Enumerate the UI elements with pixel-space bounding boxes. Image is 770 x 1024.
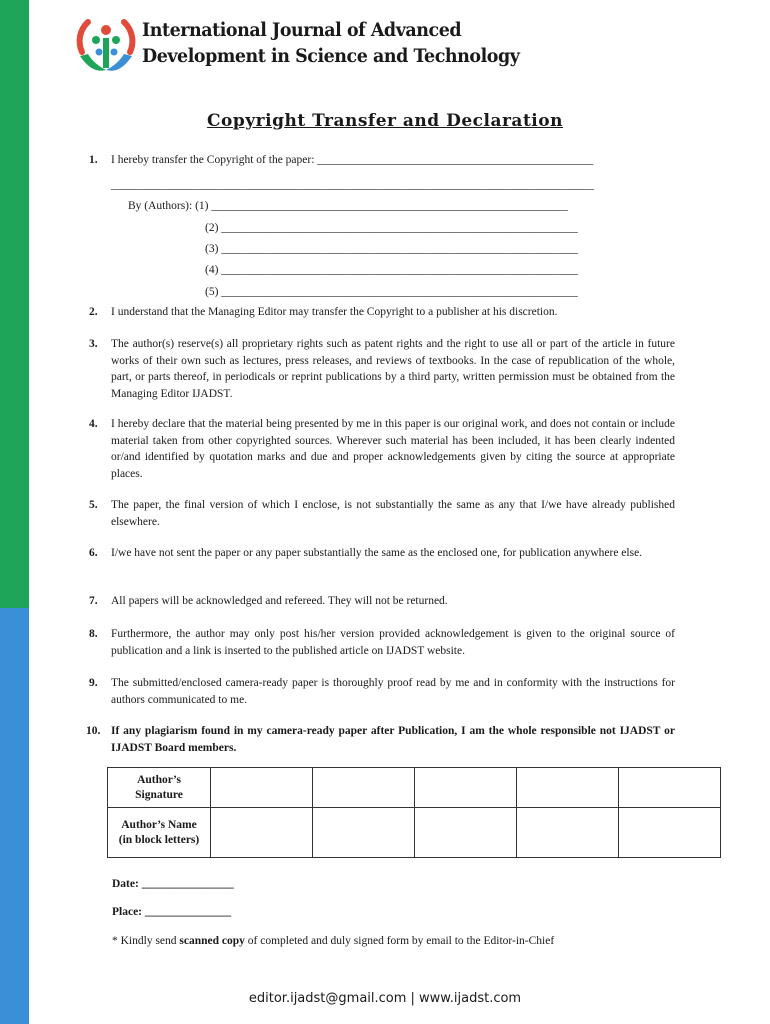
item-text: Furthermore, the author may only post his/her version provided acknowledgement is given to the original source of publication and a link is inserted to the published article on IJADST website. — [111, 628, 675, 657]
author-line-4: (4) ______________________________________________________________ — [205, 264, 578, 276]
signature-cell[interactable] — [415, 768, 517, 808]
item-number: 9. — [89, 677, 98, 689]
signature-cell[interactable] — [313, 768, 415, 808]
name-cell[interactable] — [517, 808, 619, 858]
item-text: I understand that the Managing Editor may transfer the Copyright to a publisher at his discretion. — [111, 306, 558, 318]
name-row-label: Author’s Name (in block letters) — [108, 808, 211, 858]
name-cell[interactable] — [619, 808, 721, 858]
author-line-3: (3) ______________________________________________________________ — [205, 243, 578, 255]
item-text: I hereby declare that the material being presented by me in this paper is our original work, and does not contain or include material taken from other copyrighted sources. Wherever such material has been included, it has been clearly indented or/and identified by quotation marks and due and proper acknowledgements given by citing the source at appropriate places. — [111, 418, 675, 480]
journal-name-line1: International Journal of Advanced — [142, 19, 462, 41]
name-cell[interactable] — [415, 808, 517, 858]
item-number: 1. — [89, 154, 98, 166]
item-number: 4. — [89, 418, 98, 430]
item-number: 5. — [89, 499, 98, 511]
item-text: I/we have not sent the paper or any paper substantially the same as the enclosed one, for publication anywhere else. — [111, 547, 643, 559]
signature-row-label: Author’s Signature — [108, 768, 211, 808]
item-number: 7. — [89, 595, 98, 607]
journal-logo-icon — [74, 12, 138, 76]
journal-name-line2: Development in Science and Technology — [142, 45, 520, 67]
signature-cell[interactable] — [619, 768, 721, 808]
signature-cell[interactable] — [517, 768, 619, 808]
item-number: 2. — [89, 306, 98, 318]
table-row — [108, 768, 721, 808]
author-line-1: By (Authors): (1) ______________________________________________________________ — [128, 200, 568, 212]
plagiarism-declaration: If any plagiarism found in my camera-ready paper after Publication, I am the whole responsible not IJADST or IJADST Board members. — [111, 725, 675, 754]
journal-name — [142, 17, 519, 69]
item-text: The author(s) reserve(s) all proprietary rights such as patent rights and the right to use all or part of the article in future works of their own such as lectures, press releases, and reviews of textbooks. In the case of republication of the whole, part, or parts thereof, in periodicals or reprint publications by a third party, written permission must be obtained from the Managing Editor IJADST. — [111, 338, 675, 400]
author-line-5: (5) ______________________________________________________________ — [205, 286, 578, 298]
item-number: 8. — [89, 628, 98, 640]
footer-contact: editor.ijadst@gmail.com | www.ijadst.com — [248, 991, 522, 1006]
item-text: All papers will be acknowledged and refereed. They will not be returned. — [111, 595, 448, 607]
item-number: 10. — [86, 725, 101, 737]
item-text: The submitted/enclosed camera-ready paper is thoroughly proof read by me and in conformity with the instructions for authors communicated to me. — [111, 677, 675, 706]
item-number: 6. — [89, 547, 98, 559]
date-field[interactable]: Date: ________________ — [112, 878, 234, 890]
name-cell[interactable] — [313, 808, 415, 858]
page-title: Copyright Transfer and Declaration — [207, 111, 563, 131]
author-signature-table — [107, 767, 721, 858]
left-blue-bar — [0, 608, 29, 1024]
item1-text: I hereby transfer the Copyright of the paper: ________________________________________________ — [111, 154, 594, 166]
author-line-2: (2) ______________________________________________________________ — [205, 222, 578, 234]
place-field[interactable]: Place: _______________ — [112, 906, 232, 918]
table-row — [108, 808, 721, 858]
item1-title-continuation-line: ____________________________________________________________________________________ — [111, 179, 594, 191]
submission-note: * Kindly send scanned copy of completed and duly signed form by email to the Editor-in-Chief — [112, 935, 555, 947]
item-number: 3. — [89, 338, 98, 350]
item-text: The paper, the final version of which I enclose, is not substantially the same as any that I/we have already published elsewhere. — [111, 499, 675, 528]
signature-cell[interactable] — [211, 768, 313, 808]
left-green-bar — [0, 0, 29, 608]
name-cell[interactable] — [211, 808, 313, 858]
